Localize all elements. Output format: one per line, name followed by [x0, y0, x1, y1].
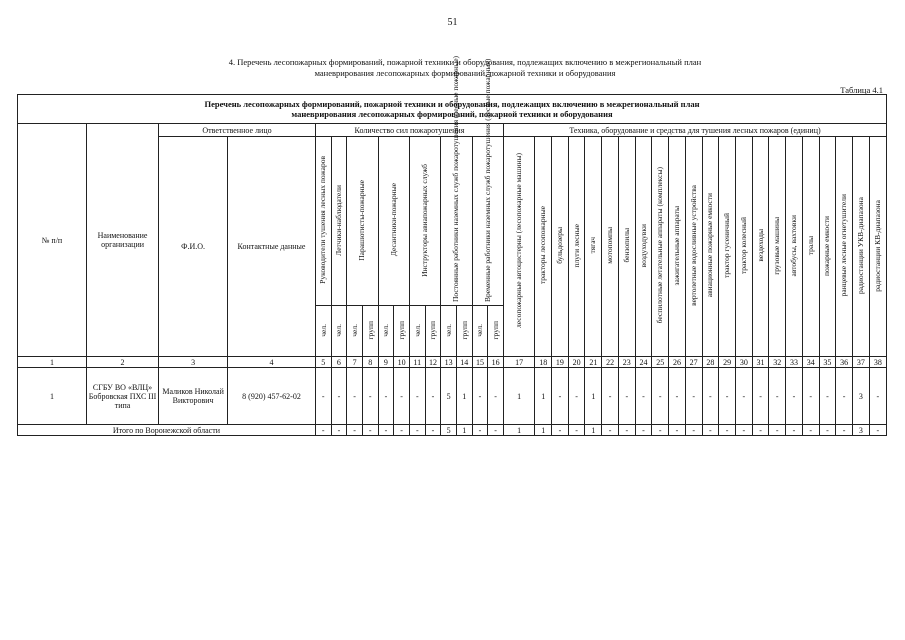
data-cell: -	[786, 368, 803, 425]
data-cell: -	[685, 368, 702, 425]
header-equipment-item	[852, 137, 869, 357]
data-cell: -	[409, 368, 425, 425]
total-cell: -	[819, 425, 836, 436]
header-unit-label: групп	[459, 320, 469, 340]
total-cell: -	[802, 425, 819, 436]
total-cell: -	[702, 425, 719, 436]
header-equipment-label: тягач	[588, 237, 598, 254]
caption-line-1: Перечень лесопожарных формирований, пожарной техники и оборудования, подлежащих включению в межрегиональный план	[204, 98, 700, 109]
header-force-group	[347, 137, 378, 306]
header-equipment-label: автобусы, вахтовки	[788, 214, 798, 277]
header-unit-label: групп	[491, 320, 501, 340]
column-number: 8	[362, 357, 378, 368]
data-cell: -	[618, 368, 635, 425]
column-number: 17	[503, 357, 534, 368]
column-number: 11	[409, 357, 425, 368]
data-cell: -	[836, 368, 853, 425]
header-equipment-label: лесопожарные автоцистерны (лесопожарные машины)	[514, 152, 524, 328]
header-unit-cell	[456, 306, 472, 357]
header-equipment-label: вездеходы	[755, 229, 765, 262]
column-number: 32	[769, 357, 786, 368]
total-cell: 3	[852, 425, 869, 436]
header-force-group	[409, 137, 440, 306]
header-equipment-item	[618, 137, 635, 357]
header-equipment-label: трактор колесный	[738, 216, 748, 275]
column-number: 3	[159, 357, 228, 368]
data-cell: -	[425, 368, 441, 425]
data-cell: -	[488, 368, 504, 425]
column-number: 30	[735, 357, 752, 368]
header-equipment-item	[552, 137, 569, 357]
total-cell: -	[378, 425, 394, 436]
total-cell: -	[719, 425, 736, 436]
header-equipment-item	[869, 137, 886, 357]
header-equipment-label: вертолетные водосливные устройства	[688, 185, 698, 306]
header-unit-cell	[347, 306, 363, 357]
header-equipment-item	[568, 137, 585, 357]
header-equipment-label: беспилотные летательные аппараты (комплексы)	[655, 167, 665, 324]
column-number: 10	[394, 357, 410, 368]
column-number: 35	[819, 357, 836, 368]
total-cell: 1	[503, 425, 534, 436]
header-force-group	[331, 137, 347, 306]
column-number: 34	[802, 357, 819, 368]
heading-line-2: маневрирования лесопожарных формирований, пожарной техники и оборудования	[314, 67, 616, 78]
total-cell: -	[635, 425, 652, 436]
header-unit-cell	[362, 306, 378, 357]
column-number: 18	[535, 357, 552, 368]
header-equipment-item	[836, 137, 853, 357]
header-unit-cell	[378, 306, 394, 357]
data-cell: -	[552, 368, 569, 425]
total-cell: -	[786, 425, 803, 436]
total-cell: -	[618, 425, 635, 436]
data-cell: 3	[852, 368, 869, 425]
header-equipment-item	[802, 137, 819, 357]
header-unit-cell	[315, 306, 331, 357]
data-cell: -	[719, 368, 736, 425]
header-equipment-item	[652, 137, 669, 357]
header-unit-label: чел.	[381, 323, 391, 337]
column-number: 20	[568, 357, 585, 368]
page-number: 51	[447, 17, 458, 28]
header-equipment-label: плуги лесные	[571, 223, 581, 268]
total-cell: -	[669, 425, 686, 436]
header-equipment-item	[503, 137, 534, 357]
header-unit-label: групп	[397, 320, 407, 340]
total-cell: -	[552, 425, 569, 436]
data-cell: -	[347, 368, 363, 425]
document-heading	[150, 57, 780, 78]
header-equipment-label: грузовые машины	[772, 216, 782, 275]
data-cell: -	[735, 368, 752, 425]
data-cell: 5	[441, 368, 457, 425]
data-cell: -	[602, 368, 619, 425]
header-force-group	[378, 137, 409, 306]
column-number: 36	[836, 357, 853, 368]
header-equipment-label: бензопилы	[621, 228, 631, 263]
column-number: 15	[472, 357, 488, 368]
header-equipment-item	[719, 137, 736, 357]
header-unit-cell	[331, 306, 347, 357]
data-cell: -	[819, 368, 836, 425]
total-cell: -	[752, 425, 769, 436]
header-equipment-label: авиационные пожарные емкости	[705, 193, 715, 298]
data-cell: -	[315, 368, 331, 425]
header-equipment-item	[669, 137, 686, 357]
header-equipment-item	[535, 137, 552, 357]
column-number: 7	[347, 357, 363, 368]
total-cell: -	[409, 425, 425, 436]
header-equipment-item	[819, 137, 836, 357]
header-equipment-label: зажигательные аппараты	[671, 205, 681, 286]
header-equipment-item	[735, 137, 752, 357]
header-responsible: Ответственное лицо	[159, 124, 316, 137]
header-equipment-item	[786, 137, 803, 357]
header-force-group	[441, 55, 472, 306]
header-forces: Количество сил пожаротушения	[315, 124, 503, 137]
header-force-group-label: Инструкторы авиапожарных служб	[420, 163, 430, 277]
header-unit-cell	[394, 306, 410, 357]
column-number: 33	[786, 357, 803, 368]
data-cell: -	[331, 368, 347, 425]
header-equipment-label: тралы	[805, 235, 815, 256]
total-cell: -	[315, 425, 331, 436]
header-equipment-label: воздуходувки	[638, 223, 648, 268]
total-cell: 1	[535, 425, 552, 436]
header-unit-label: чел.	[318, 323, 328, 337]
header-equipment-item	[769, 137, 786, 357]
header-force-group-label: Летчики-наблюдатели	[333, 184, 343, 256]
header-equipment-item	[635, 137, 652, 357]
column-number: 31	[752, 357, 769, 368]
header-unit-label: чел.	[475, 323, 485, 337]
header-unit-cell	[472, 306, 488, 357]
column-number: 38	[869, 357, 886, 368]
column-number: 14	[456, 357, 472, 368]
total-cell: 1	[456, 425, 472, 436]
header-force-group-label: Десантники-пожарные	[388, 183, 398, 257]
total-cell: -	[347, 425, 363, 436]
column-number: 16	[488, 357, 504, 368]
total-cell: -	[602, 425, 619, 436]
total-cell: -	[869, 425, 886, 436]
total-cell: -	[568, 425, 585, 436]
header-unit-cell	[441, 306, 457, 357]
column-number: 19	[552, 357, 569, 368]
data-cell: 1	[456, 368, 472, 425]
header-equipment-label: трактор гусеничный	[722, 213, 732, 278]
column-number: 27	[685, 357, 702, 368]
column-number: 6	[331, 357, 347, 368]
row-fio: Маликов Николай Викторович	[159, 368, 228, 425]
header-equipment-label: тракторы лесопожарные	[538, 206, 548, 285]
header-unit-label: чел.	[350, 323, 360, 337]
header-contacts: Контактные данные	[228, 137, 316, 357]
header-force-group-label: Руководители тушения лесных пожаров	[318, 156, 328, 284]
header-unit-cell	[425, 306, 441, 357]
header-equipment-label: радиостанции УКВ-диапазона	[855, 196, 865, 295]
data-cell: 1	[535, 368, 552, 425]
header-force-group-label: Парашютисты-пожарные	[357, 179, 367, 261]
data-cell: -	[635, 368, 652, 425]
column-number: 9	[378, 357, 394, 368]
header-unit-label: чел.	[412, 323, 422, 337]
header-force-group	[472, 58, 503, 306]
column-number: 21	[585, 357, 602, 368]
total-cell: -	[362, 425, 378, 436]
column-number: 28	[702, 357, 719, 368]
total-cell: -	[769, 425, 786, 436]
column-number: 5	[315, 357, 331, 368]
total-cell: -	[685, 425, 702, 436]
column-number: 1	[18, 357, 87, 368]
data-cell: -	[669, 368, 686, 425]
header-force-group-label: Постоянные работники наземных служб пожаротушения (лесные пожарные)	[451, 55, 461, 302]
column-number: 22	[602, 357, 619, 368]
column-number: 23	[618, 357, 635, 368]
column-number: 25	[652, 357, 669, 368]
data-cell: -	[752, 368, 769, 425]
column-number: 24	[635, 357, 652, 368]
total-cell: -	[394, 425, 410, 436]
column-number: 2	[86, 357, 158, 368]
data-cell: -	[769, 368, 786, 425]
data-cell: -	[802, 368, 819, 425]
column-number: 29	[719, 357, 736, 368]
total-cell: -	[331, 425, 347, 436]
total-cell: -	[425, 425, 441, 436]
header-unit-label: групп	[428, 320, 438, 340]
header-equipment-item	[585, 137, 602, 357]
header-equipment-label: радиостанции КВ-диапазона	[872, 199, 882, 292]
heading-line-1: 4. Перечень лесопожарных формирований, пожарной техники и оборудования, подлежащих включению в межрегиональный план	[228, 57, 702, 67]
total-cell: -	[735, 425, 752, 436]
data-cell: -	[652, 368, 669, 425]
data-cell: -	[869, 368, 886, 425]
header-equipment-label: бульдозеры	[554, 227, 564, 264]
header-fio: Ф.И.О.	[159, 137, 228, 357]
header-unit-label: чел.	[334, 323, 344, 337]
column-number: 26	[669, 357, 686, 368]
column-number: 37	[852, 357, 869, 368]
header-equipment-label: мотопомпы	[605, 227, 615, 264]
column-number: 12	[425, 357, 441, 368]
data-cell: -	[568, 368, 585, 425]
header-equipment-item	[602, 137, 619, 357]
total-label: Итого по Воронежской области	[18, 425, 316, 436]
row-org: СГБУ ВО «ВЛЦ» Бобровская ПХС III типа	[86, 368, 158, 425]
data-cell: -	[702, 368, 719, 425]
row-num: 1	[18, 368, 87, 425]
total-cell: -	[652, 425, 669, 436]
total-cell: 1	[585, 425, 602, 436]
header-num: № п/п	[18, 124, 87, 357]
header-equipment: Техника, оборудование и средства для тушения лесных пожаров (единиц)	[503, 124, 886, 137]
header-equipment-item	[752, 137, 769, 357]
column-number: 13	[441, 357, 457, 368]
data-cell: -	[378, 368, 394, 425]
row-contact: 8 (920) 457-62-02	[228, 368, 316, 425]
header-unit-label: чел.	[444, 323, 454, 337]
total-cell: -	[488, 425, 504, 436]
data-cell: -	[472, 368, 488, 425]
data-cell: 1	[585, 368, 602, 425]
total-cell: -	[472, 425, 488, 436]
data-cell: 1	[503, 368, 534, 425]
header-equipment-item	[685, 137, 702, 357]
caption-line-2: маневрирования лесопожарных формирований, пожарной техники и оборудования	[291, 109, 613, 119]
total-cell: 5	[441, 425, 457, 436]
header-force-group	[315, 137, 331, 306]
data-cell: -	[362, 368, 378, 425]
header-equipment-label: ранцевые лесные огнетушители	[839, 194, 849, 297]
header-unit-cell	[409, 306, 425, 357]
header-force-group-label: Временные работники наземных служб пожаротушения (лесные пожарные)	[482, 58, 492, 302]
header-equipment-item	[702, 137, 719, 357]
data-cell: -	[394, 368, 410, 425]
header-org: Наименование организации	[86, 124, 158, 357]
total-cell: -	[836, 425, 853, 436]
table-label: Таблица 4.1	[840, 85, 883, 95]
header-unit-cell	[488, 306, 504, 357]
header-unit-label: групп	[365, 320, 375, 340]
header-equipment-label: пожарные емкости	[822, 215, 832, 276]
column-number: 4	[228, 357, 316, 368]
